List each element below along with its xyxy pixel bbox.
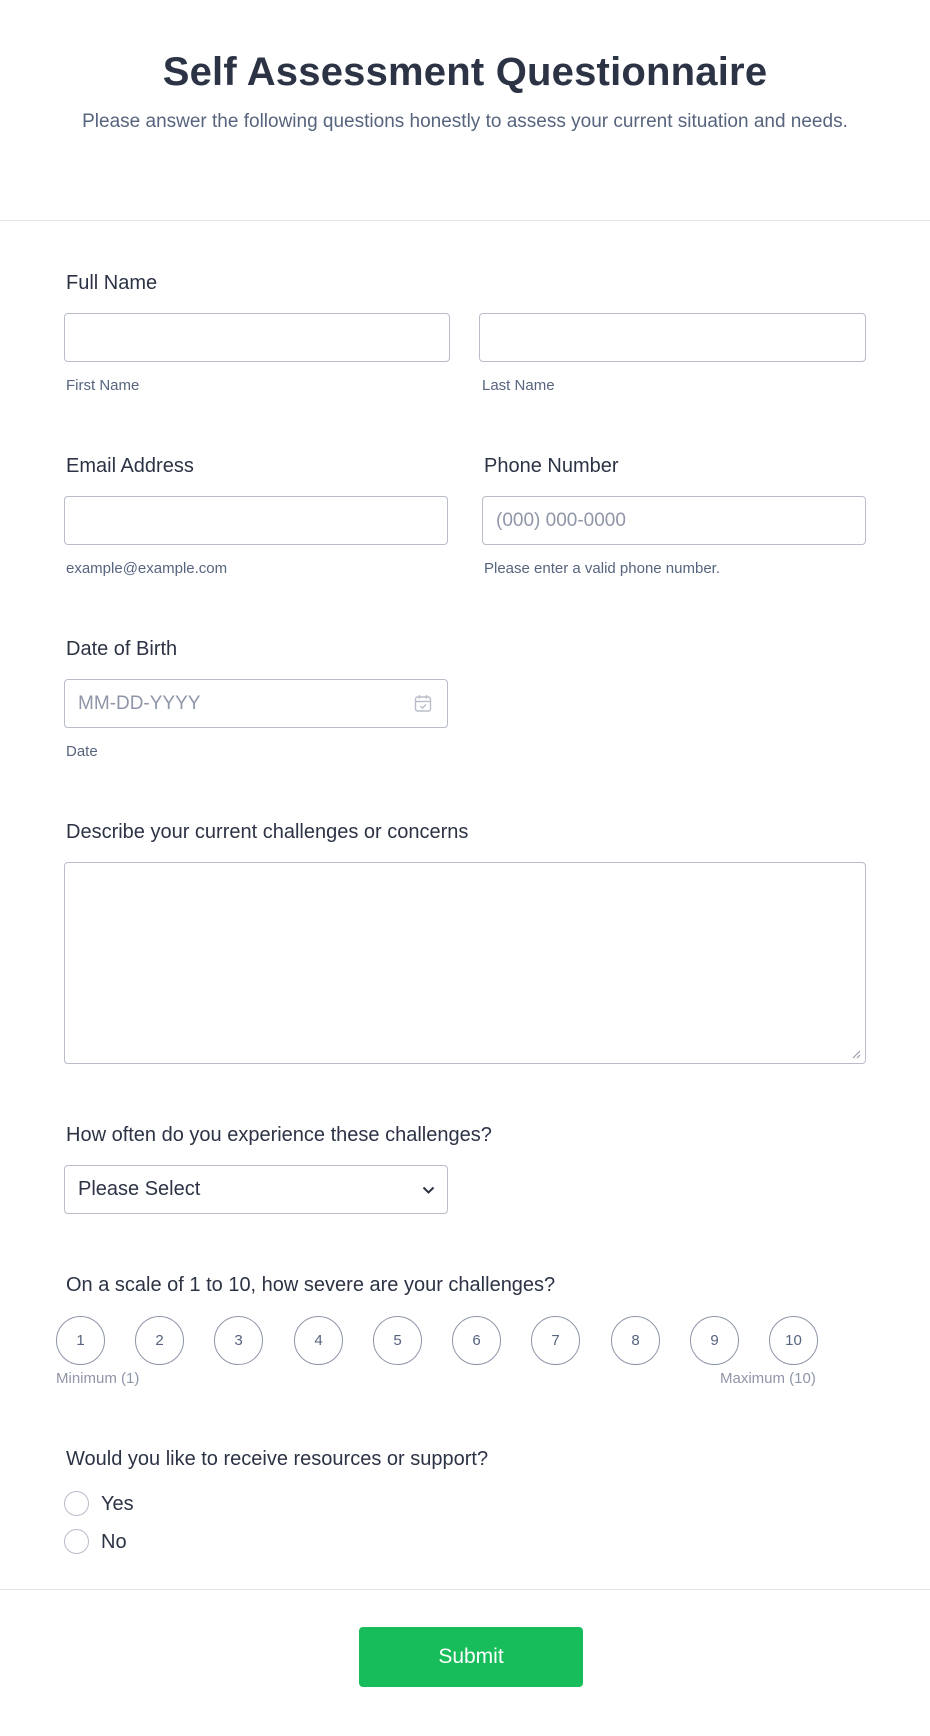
- scale-option-5[interactable]: 5: [373, 1316, 422, 1365]
- full-name-label: Full Name: [66, 272, 158, 294]
- challenges-textarea[interactable]: [64, 862, 866, 1064]
- frequency-selected-value: Please Select: [78, 1178, 201, 1200]
- email-field[interactable]: [64, 496, 448, 545]
- phone-field[interactable]: (000) 000-0000: [482, 496, 866, 545]
- scale-option-9[interactable]: 9: [690, 1316, 739, 1365]
- support-radio-yes[interactable]: [64, 1491, 89, 1516]
- calendar-icon[interactable]: [414, 694, 432, 713]
- scale-option-2[interactable]: 2: [135, 1316, 184, 1365]
- chevron-down-icon: [422, 1186, 435, 1195]
- last-name-input[interactable]: [479, 313, 866, 362]
- scale-option-10[interactable]: 10: [769, 1316, 818, 1365]
- page-title: Self Assessment Questionnaire: [162, 50, 768, 94]
- scale-option-4[interactable]: 4: [294, 1316, 343, 1365]
- frequency-label: How often do you experience these challenges?: [66, 1124, 492, 1146]
- challenges-label: Describe your current challenges or concerns: [66, 821, 469, 843]
- footer-divider: [0, 1589, 930, 1590]
- frequency-dropdown[interactable]: [64, 1165, 448, 1214]
- scale-max-caption: Maximum (10): [720, 1370, 816, 1387]
- first-name-sublabel: First Name: [66, 377, 140, 394]
- dob-label: Date of Birth: [66, 638, 178, 660]
- support-radio-no[interactable]: [64, 1529, 89, 1554]
- scale-option-8[interactable]: 8: [611, 1316, 660, 1365]
- submit-button[interactable]: Submit: [359, 1627, 583, 1687]
- scale-option-6[interactable]: 6: [452, 1316, 501, 1365]
- phone-sublabel: Please enter a valid phone number.: [484, 560, 720, 577]
- severity-label: On a scale of 1 to 10, how severe are your challenges?: [66, 1274, 556, 1296]
- scale-option-1[interactable]: 1: [56, 1316, 105, 1365]
- support-option-no-label[interactable]: No: [101, 1531, 127, 1553]
- support-option-yes-label[interactable]: Yes: [101, 1493, 134, 1515]
- resize-handle-icon[interactable]: [852, 1050, 861, 1059]
- email-sublabel: example@example.com: [66, 560, 228, 577]
- page-subtitle: Please answer the following questions honestly to assess your current situation and needs.: [82, 111, 848, 132]
- scale-option-3[interactable]: 3: [214, 1316, 263, 1365]
- support-label: Would you like to receive resources or support?: [66, 1448, 489, 1470]
- date-of-birth-field[interactable]: MM-DD-YYYY: [64, 679, 448, 728]
- dob-sublabel: Date: [66, 743, 98, 760]
- scale-min-caption: Minimum (1): [56, 1370, 140, 1387]
- scale-option-7[interactable]: 7: [531, 1316, 580, 1365]
- phone-label: Phone Number: [484, 455, 619, 477]
- email-label: Email Address: [66, 455, 194, 477]
- form-header: [0, 0, 930, 221]
- last-name-sublabel: Last Name: [482, 377, 555, 394]
- first-name-input[interactable]: [64, 313, 450, 362]
